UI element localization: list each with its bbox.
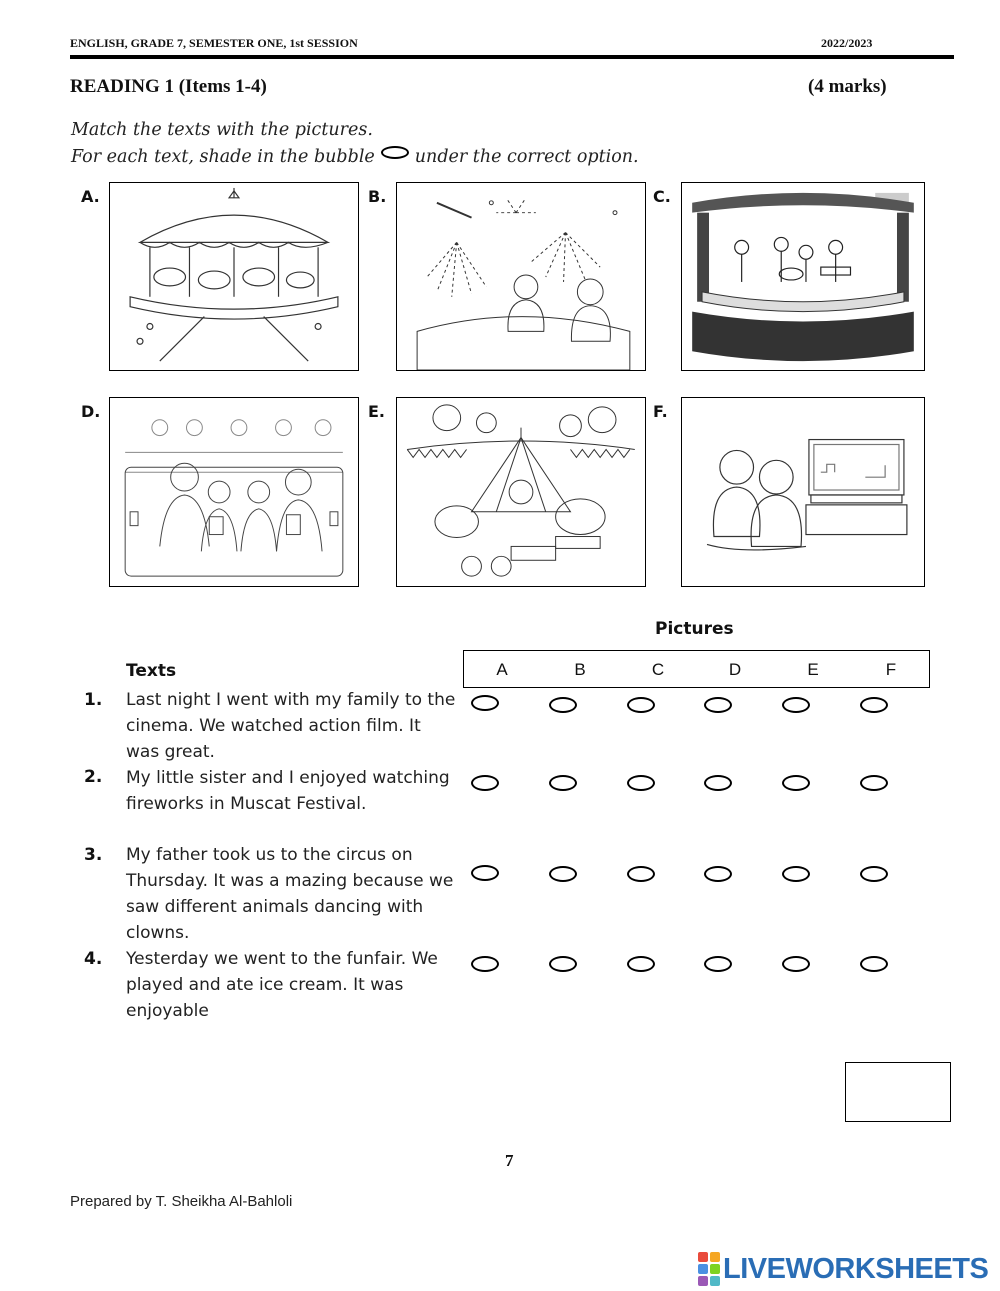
item-2-bubble-f[interactable]	[860, 775, 888, 791]
item-4-bubble-a[interactable]	[471, 956, 499, 972]
item-4-number: 4.	[84, 949, 103, 969]
column-b: B	[574, 660, 586, 679]
header-divider	[70, 55, 954, 59]
item-1-number: 1.	[84, 690, 103, 710]
picture-label-b: B.	[368, 187, 387, 206]
picture-f-videogame	[681, 397, 925, 587]
item-4-bubble-e[interactable]	[782, 956, 810, 972]
item-3-number: 3.	[84, 845, 103, 865]
item-3-bubble-a[interactable]	[471, 865, 499, 881]
picture-label-a: A.	[81, 187, 100, 206]
column-e: E	[807, 660, 819, 679]
instruction-line-2	[71, 146, 639, 167]
brand-name: LIVEWORKSHEETS	[723, 1252, 989, 1285]
liveworksheets-logo-icon	[698, 1252, 720, 1286]
fireworks-illustration-icon	[397, 183, 645, 370]
picture-label-c: C.	[653, 187, 671, 206]
video-game-illustration-icon	[682, 398, 924, 586]
item-4-bubble-c[interactable]	[627, 956, 655, 972]
item-1-bubble-d[interactable]	[704, 697, 732, 713]
section-title: READING 1 (Items 1-4)	[70, 76, 267, 97]
column-a: A	[496, 660, 508, 679]
cinema-audience-illustration-icon	[110, 398, 358, 586]
carousel-illustration-icon	[110, 183, 358, 370]
column-d: D	[728, 660, 742, 679]
item-1-bubble-e[interactable]	[782, 697, 810, 713]
item-3-text: My father took us to the circus on Thursday. It was a mazing because we saw different animals dancing with clowns.	[126, 845, 454, 943]
picture-a-carousel	[109, 182, 359, 371]
pictures-heading: Pictures	[655, 619, 734, 639]
item-2-bubble-d[interactable]	[704, 775, 732, 791]
concert-stage-illustration-icon	[682, 183, 924, 370]
item-3-bubble-d[interactable]	[704, 866, 732, 882]
score-box[interactable]	[845, 1062, 951, 1122]
bubble-icon	[381, 146, 409, 159]
item-4-text: Yesterday we went to the funfair. We played and ate ice cream. It was enjoyable	[126, 949, 438, 1021]
instruction-text-after: under the correct option.	[414, 147, 639, 167]
column-f: F	[885, 660, 897, 679]
column-c: C	[651, 660, 665, 679]
item-2-text: My little sister and I enjoyed watching fireworks in Muscat Festival.	[126, 768, 450, 814]
item-2-bubble-c[interactable]	[627, 775, 655, 791]
texts-heading: Texts	[126, 661, 177, 681]
prepared-by: Prepared by T. Sheikha Al-Bahloli	[70, 1193, 293, 1210]
item-1-bubble-a[interactable]	[471, 695, 499, 711]
page-number: 7	[505, 1151, 514, 1170]
item-2-bubble-b[interactable]	[549, 775, 577, 791]
picture-b-fireworks	[396, 182, 646, 371]
item-1-bubble-f[interactable]	[860, 697, 888, 713]
item-4-bubble-d[interactable]	[704, 956, 732, 972]
item-3-bubble-b[interactable]	[549, 866, 577, 882]
instruction-line-1: Match the texts with the pictures.	[71, 120, 373, 140]
header-title: ENGLISH, GRADE 7, SEMESTER ONE, 1st SESSION	[70, 36, 358, 50]
picture-label-f: F.	[653, 402, 668, 421]
options-header-box	[463, 650, 930, 688]
item-2-bubble-a[interactable]	[471, 775, 499, 791]
item-2-bubble-e[interactable]	[782, 775, 810, 791]
circus-illustration-icon	[397, 398, 645, 586]
item-2-number: 2.	[84, 767, 103, 787]
picture-e-circus	[396, 397, 646, 587]
instruction-text-before: For each text, shade in the bubble	[71, 147, 375, 167]
item-1-bubble-c[interactable]	[627, 697, 655, 713]
picture-label-d: D.	[81, 402, 101, 421]
item-3-bubble-f[interactable]	[860, 866, 888, 882]
picture-c-concert	[681, 182, 925, 371]
item-4-bubble-f[interactable]	[860, 956, 888, 972]
section-marks: (4 marks)	[808, 76, 887, 97]
item-4-bubble-b[interactable]	[549, 956, 577, 972]
header-year: 2022/2023	[821, 36, 873, 50]
item-3-bubble-c[interactable]	[627, 866, 655, 882]
liveworksheets-brand[interactable]	[698, 1252, 988, 1286]
item-3-bubble-e[interactable]	[782, 866, 810, 882]
picture-d-cinema	[109, 397, 359, 587]
picture-label-e: E.	[368, 402, 386, 421]
item-1-bubble-b[interactable]	[549, 697, 577, 713]
item-1-text: Last night I went with my family to the cinema. We watched action film. It was great.	[126, 690, 456, 762]
